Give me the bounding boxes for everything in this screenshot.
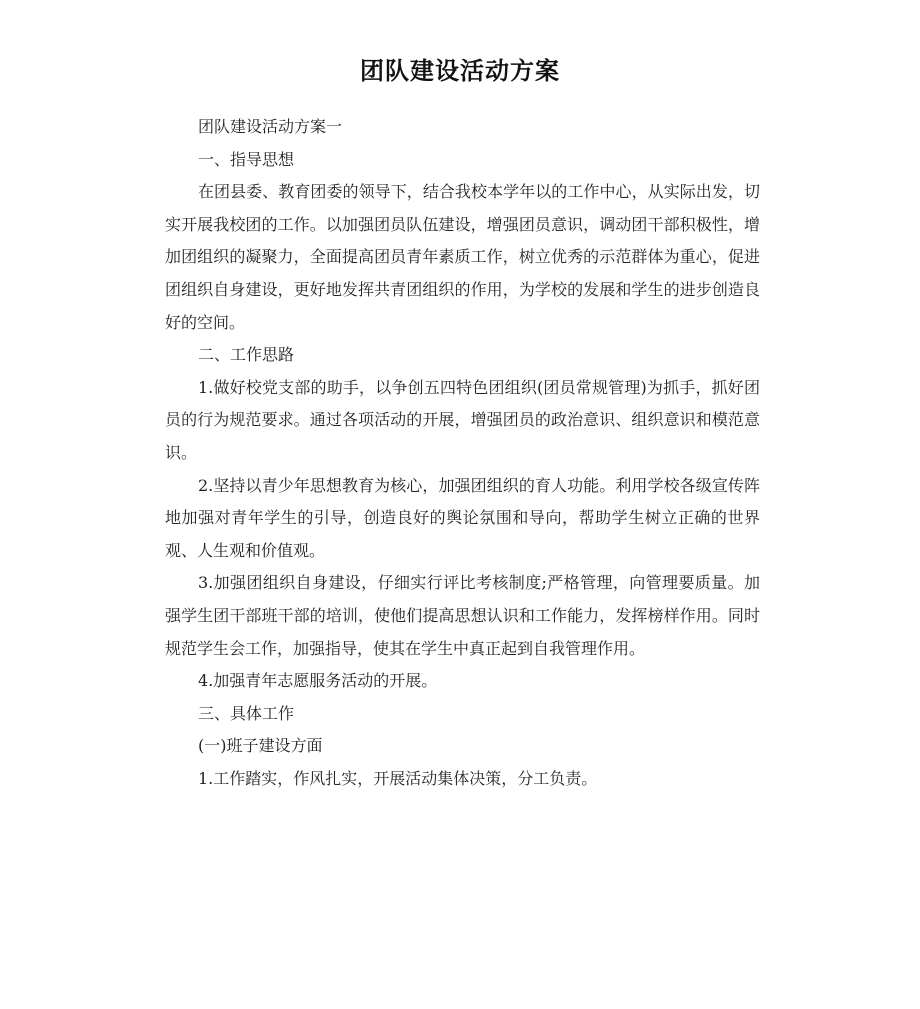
paragraph-team-building-1: 1.工作踏实，作风扎实，开展活动集体决策，分工负责。 bbox=[198, 768, 598, 788]
document-body bbox=[165, 111, 760, 795]
paragraph-guiding-ideology: 在团县委、教育团委的领导下，结合我校本学年以的工作中心，从实际出发，切实开展我校团的工作。以加强团员队伍建设，增强团员意识，调动团干部积极性，增加团组织的凝聚力，全面提高团员青年素质工作，树立优秀的示范群体为重心，促进团组织自身建设，更好地发挥共青团组织的作用，为学校的发展和学生的进步创造良好的空间。 bbox=[165, 182, 760, 332]
paragraph-approach-4: 4.加强青年志愿服务活动的开展。 bbox=[198, 671, 438, 691]
heading-specific-work: 三、具体工作 bbox=[198, 703, 295, 723]
paragraph-approach-1: 1.做好校党支部的助手，以争创五四特色团组织(团员常规管理)为抓手，抓好团员的行为规范要求。通过各项活动的开展，增强团员的政治意识、组织意识和模范意识。 bbox=[165, 377, 760, 462]
heading-work-approach: 二、工作思路 bbox=[198, 345, 295, 365]
document-title: 团队建设活动方案 bbox=[360, 57, 560, 85]
heading-guiding-ideology: 一、指导思想 bbox=[198, 149, 295, 169]
paragraph-approach-3: 3.加强团组织自身建设，仔细实行评比考核制度;严格管理，向管理要质量。加强学生团干部班干部的培训，使他们提高思想认识和工作能力，发挥榜样作用。同时规范学生会工作，加强指导，使其在学生中真正起到自我管理作用。 bbox=[165, 573, 760, 658]
heading-team-building: (一)班子建设方面 bbox=[198, 736, 323, 756]
paragraph-approach-2: 2.坚持以青少年思想教育为核心，加强团组织的育人功能。利用学校各级宣传阵地加强对青年学生的引导，创造良好的舆论氛围和导向，帮助学生树立正确的世界观、人生观和价值观。 bbox=[165, 475, 760, 560]
paragraph-subtitle: 团队建设活动方案一 bbox=[198, 117, 343, 136]
